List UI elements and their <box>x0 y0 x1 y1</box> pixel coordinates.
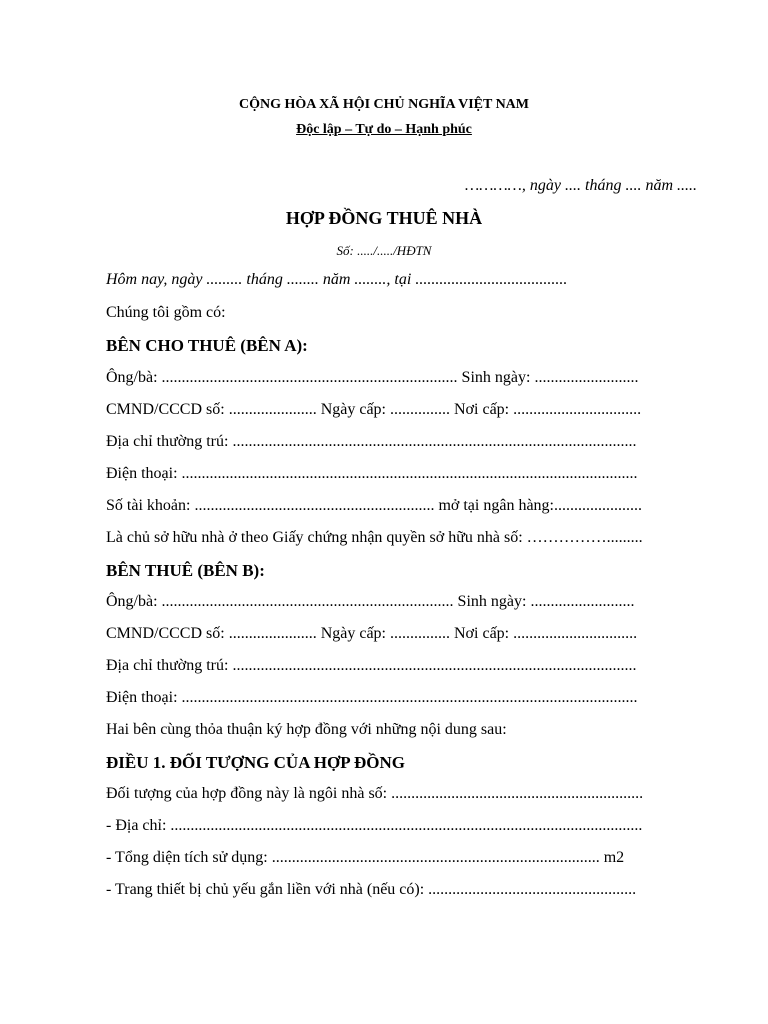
article-1-object-line: Đối tượng của hợp đồng này là ngôi nhà số: ............................................................... <box>106 785 644 802</box>
contract-title: HỢP ĐỒNG THUÊ NHÀ <box>285 208 483 228</box>
party-a-phone-line: Điện thoại: .................................................................................................................. <box>106 465 638 482</box>
article-1-address-line: - Địa chỉ: ...................................................................................................................... <box>106 817 643 834</box>
party-a-heading: BÊN CHO THUÊ (BÊN A): <box>106 336 308 355</box>
article-1-heading: ĐIỀU 1. ĐỐI TƯỢNG CỦA HỢP ĐỒNG <box>106 753 405 772</box>
article-1-area-line: - Tổng diện tích sử dụng: .................................................................................. m2 <box>106 849 625 866</box>
place-date-line: …………, ngày .... tháng .... năm ..... <box>464 177 697 194</box>
intro-parties: Chúng tôi gồm có: <box>106 304 226 321</box>
party-b-address-line: Địa chỉ thường trú: ..................................................................................................... <box>106 657 637 674</box>
party-b-heading: BÊN THUÊ (BÊN B): <box>106 561 265 580</box>
article-1-equipment-line: - Trang thiết bị chủ yếu gắn liền với nhà (nếu có): .................................................... <box>106 881 637 898</box>
party-a-name-line: Ông/bà: .......................................................................... Sinh ngày: .......................... <box>106 369 639 386</box>
party-b-phone-line: Điện thoại: .................................................................................................................. <box>106 689 638 706</box>
national-motto: Độc lập – Tự do – Hạnh phúc <box>296 122 472 137</box>
national-header: CỘNG HÒA XÃ HỘI CHỦ NGHĨA VIỆT NAM <box>238 97 529 112</box>
agreement-statement: Hai bên cùng thỏa thuận ký hợp đồng với những nội dung sau: <box>106 721 507 738</box>
party-b-name-line: Ông/bà: ......................................................................... Sinh ngày: .......................... <box>106 593 635 610</box>
party-a-account-line: Số tài khoản: ............................................................ mở tại ngân hàng:...................... <box>106 497 642 514</box>
contract-number: Số: ...../...../HĐTN <box>336 243 432 258</box>
party-a-id-line: CMND/CCCD số: ...................... Ngày cấp: ............... Nơi cấp: ................................ <box>106 401 642 418</box>
party-a-ownership-line: Là chủ sở hữu nhà ở theo Giấy chứng nhận quyền sở hữu nhà số: ……………......... <box>106 529 643 546</box>
party-a-address-line: Địa chỉ thường trú: ..................................................................................................... <box>106 433 637 450</box>
intro-date-place: Hôm nay, ngày ......... tháng ........ năm ........, tại ...................................... <box>106 271 568 288</box>
party-b-id-line: CMND/CCCD số: ...................... Ngày cấp: ............... Nơi cấp: ............................... <box>106 625 638 642</box>
